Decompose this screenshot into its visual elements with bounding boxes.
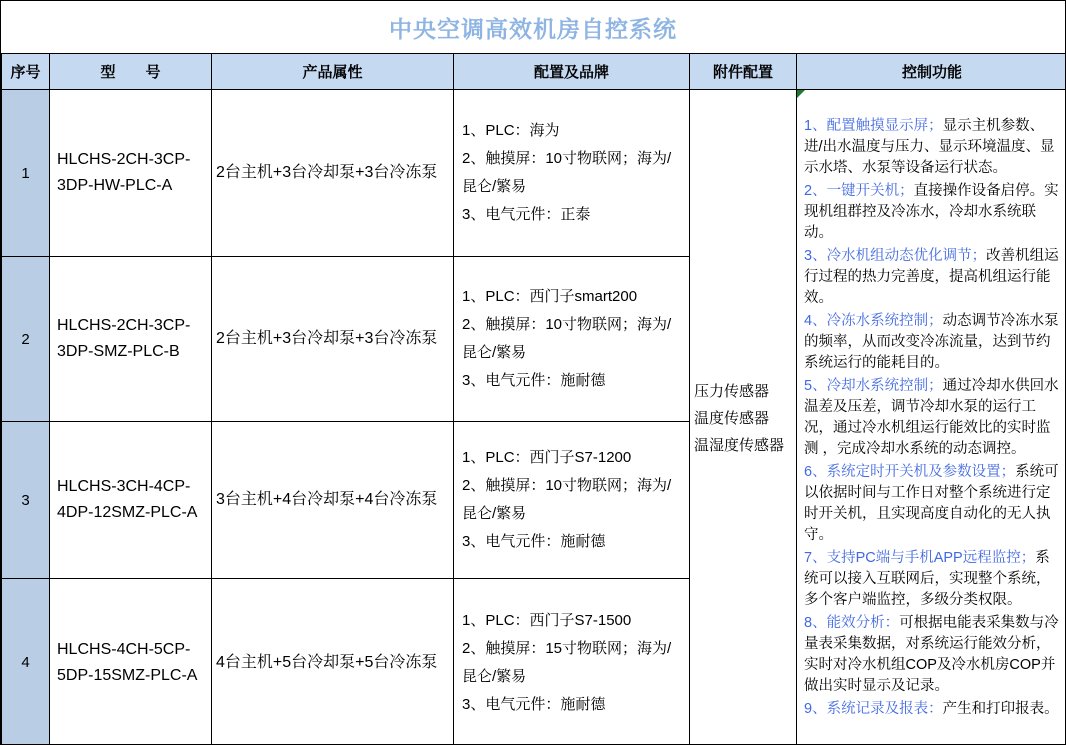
- cell-attributes-4[interactable]: 4台主机+5台冷却泵+5台冷冻泵: [212, 579, 454, 745]
- config-line: 2、触摸屏：10寸物联网；海为/昆仑/繁易: [462, 477, 672, 522]
- control-function-head: 8、能效分析：: [804, 615, 900, 631]
- config-line: 3、电气元件：施耐德: [462, 372, 606, 389]
- control-function-body: 直接操作设备启停。实现机组群控及冷冻水，冷却水系统联动。: [804, 183, 1059, 241]
- control-function-head: 7、支持PC端与手机APP远程监控；: [804, 550, 1036, 566]
- accessory-item: 压力传感器: [694, 382, 770, 400]
- cell-serial-1[interactable]: 1: [2, 90, 50, 257]
- control-function-item: [804, 376, 1061, 460]
- cell-model-4[interactable]: HLCHS-4CH-5CP-5DP-15SMZ-PLC-A: [50, 579, 212, 745]
- page-title: 中央空调高效机房自控系统: [389, 15, 677, 42]
- header-control-functions[interactable]: 控制功能: [797, 54, 1066, 90]
- control-function-body: 系统可以接入互联网后，实现整个系统，多个客户端监控，多级分类权限。: [804, 550, 1051, 608]
- cell-error-flag-icon: [797, 90, 805, 98]
- header-model[interactable]: 型 号: [50, 54, 212, 90]
- control-function-body: 产生和打印报表。: [942, 701, 1059, 717]
- cell-model-1[interactable]: HLCHS-2CH-3CP-3DP-HW-PLC-A: [50, 90, 212, 257]
- config-line: 2、触摸屏：10寸物联网；海为/昆仑/繁易: [462, 316, 672, 361]
- accessory-item: 温湿度传感器: [694, 436, 785, 454]
- cell-model-3[interactable]: HLCHS-3CH-4CP-4DP-12SMZ-PLC-A: [50, 422, 212, 579]
- control-function-head: 4、冷冻水系统控制；: [804, 313, 943, 329]
- control-function-body: 可根据电能表采集数与冷量表采集数据，对系统运行能效分析，实时对冷水机组COP及冷水机房COP并做出实时显示及记录。: [804, 615, 1059, 694]
- cell-serial-4[interactable]: 4: [2, 579, 50, 745]
- control-function-head: 1、配置触摸显示屏；: [804, 118, 943, 134]
- control-function-item: [804, 116, 1061, 179]
- control-function-head: 6、系统定时开关机及参数设置；: [804, 464, 1016, 480]
- header-config-brand[interactable]: 配置及品牌: [454, 54, 690, 90]
- config-line: 1、PLC：海为: [462, 122, 560, 139]
- control-function-body: 通过冷却水供回水温差及压差，调节冷却水泵的运行工况，通过冷水机组运行能效比的实时监测 ，完成冷却水系统的动态调控。: [804, 378, 1059, 457]
- control-function-body: 改善机组运行过程的热力完善度，提高机组运行能效。: [804, 248, 1059, 306]
- cell-config-3[interactable]: [454, 422, 690, 579]
- header-accessories[interactable]: 附件配置: [690, 54, 797, 90]
- control-function-head: 3、冷水机组动态优化调节；: [804, 248, 987, 264]
- config-line: 2、触摸屏：15寸物联网；海为/昆仑/繁易: [462, 639, 672, 685]
- control-function-head: 9、系统记录及报表：: [804, 701, 943, 717]
- header-serial[interactable]: 序号: [2, 54, 50, 90]
- control-function-head: 5、冷却水系统控制；: [804, 378, 943, 394]
- table-row: [2, 90, 1066, 257]
- control-function-item: [804, 311, 1061, 374]
- header-row: [2, 54, 1066, 90]
- config-line: 3、电气元件：施耐德: [462, 695, 606, 713]
- accessory-item: 温度传感器: [694, 409, 770, 427]
- control-function-item: [804, 548, 1061, 611]
- cell-attributes-1[interactable]: 2台主机+3台冷却泵+3台冷冻泵: [212, 90, 454, 257]
- config-line: 3、电气元件：正泰: [462, 206, 591, 223]
- cell-serial-3[interactable]: 3: [2, 422, 50, 579]
- title-bar: [1, 1, 1065, 53]
- config-line: 2、触摸屏：10寸物联网；海为/昆仑/繁易: [462, 150, 672, 195]
- control-function-body: 系统可以依据时间与工作日对整个系统进行定时开关机，且实现高度自动化的无人执守。: [804, 464, 1059, 543]
- control-functions-list: [804, 115, 1061, 721]
- cell-config-4[interactable]: [454, 579, 690, 745]
- cell-attributes-2[interactable]: 2台主机+3台冷却泵+3台冷冻泵: [212, 257, 454, 422]
- cell-config-1[interactable]: [454, 90, 690, 257]
- control-function-item: [804, 613, 1061, 697]
- control-function-body: 动态调节冷冻水泵的频率，从而改变冷冻流量，达到节约系统运行的能耗目的。: [804, 313, 1059, 371]
- cell-control-functions-merged[interactable]: [797, 90, 1066, 745]
- control-function-item: [804, 181, 1061, 244]
- config-line: 1、PLC：西门子smart200: [462, 288, 638, 305]
- cell-config-2[interactable]: [454, 257, 690, 422]
- cell-serial-2[interactable]: 2: [2, 257, 50, 422]
- control-function-head: 2、一键开关机；: [804, 183, 914, 199]
- config-line: 1、PLC：西门子S7-1500: [462, 611, 632, 629]
- cell-accessories-merged[interactable]: [690, 90, 797, 745]
- header-attributes[interactable]: 产品属性: [212, 54, 454, 90]
- control-function-body: 显示主机参数、进/出水温度与压力、显示环境温度、显示水塔、水泵等设备运行状态。: [804, 118, 1055, 176]
- config-line: 1、PLC：西门子S7-1200: [462, 449, 632, 466]
- control-function-item: [804, 462, 1061, 546]
- config-line: 3、电气元件：施耐德: [462, 533, 606, 550]
- product-table: [1, 53, 1066, 745]
- control-function-item: [804, 699, 1061, 720]
- cell-model-2[interactable]: HLCHS-2CH-3CP-3DP-SMZ-PLC-B: [50, 257, 212, 422]
- control-function-item: [804, 246, 1061, 309]
- cell-attributes-3[interactable]: 3台主机+4台冷却泵+4台冷冻泵: [212, 422, 454, 579]
